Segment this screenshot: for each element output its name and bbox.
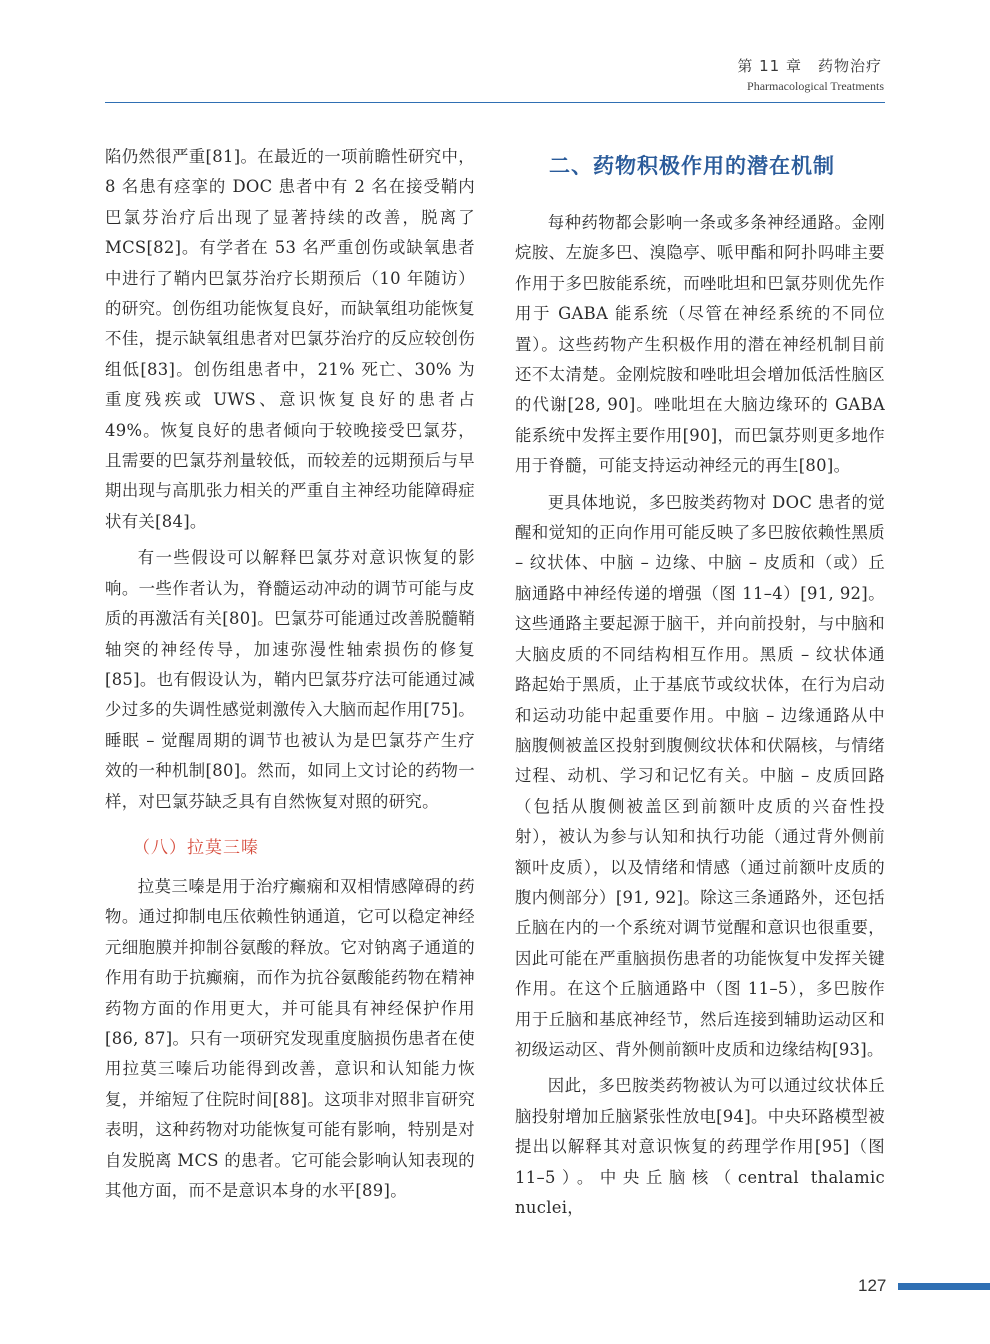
paragraph-neural-pathways: 每种药物都会影响一条或多条神经通路。金刚烷胺、左旋多巴、溴隐亭、哌甲酯和阿扑吗啡主要作用于多巴胺能系统，而唑吡坦和巴氯芬则优先作用于 GABA 能系统（尽管在神经系统的不同位置）。这些药物产生积极作用的潜在神经机制目前还不太清楚。金刚烷胺和唑吡坦会增加低活性脑区的代谢[28, 90]。唑吡坦在大脑边缘环的 GABA 能系统中发挥主要作用[90]，而巴氯芬则更多地作用于脊髓，可能支持运动神经元的再生[80]。	[515, 213, 885, 476]
header-divider	[105, 102, 885, 103]
paragraph-baclofen-hypotheses: 有一些假设可以解释巴氯芬对意识恢复的影响。一些作者认为，脊髓运动冲动的调节可能与皮质的再激活有关[80]。巴氯芬可能通过改善脱髓鞘轴突的神经传导，加速弥漫性轴索损伤的修复[85]。也有假设认为，鞘内巴氯芬疗法可能通过减少过多的失调性感觉刺激传入大脑而起作用[75]。睡眠 – 觉醒周期的调节也被认为是巴氯芬产生疗效的一种机制[80]。然而，如同上文讨论的药物一样，对巴氯芬缺乏具有自然恢复对照的研究。	[105, 548, 475, 811]
page-number-bar	[898, 1283, 990, 1290]
paragraph-baclofen-studies: 陷仍然很严重[81]。在最近的一项前瞻性研究中，8 名患有痉挛的 DOC 患者中有 2 名在接受鞘内巴氯芬治疗后出现了显著持续的改善，脱离了 MCS[82]。有学者在 53 名严重创伤或缺氧患者中进行了鞘内巴氯芬治疗长期预后（10 年随访）的研究。创伤组功能恢复良好，而缺氧组功能恢复不佳，提示缺氧组患者对巴氯芬治疗的反应较创伤组低[83]。创伤组患者中，21% 死亡、30% 为重度残疾或 UWS、意识恢复良好的患者占 49%。恢复良好的患者倾向于较晚接受巴氯芬，且需要的巴氯芬剂量较低，而较差的远期预后与早期出现与高肌张力相关的严重自主神经功能障碍症状有关[84]。	[105, 147, 475, 531]
section-subheading-lamotrigine: （八）拉莫三嗪	[133, 837, 259, 858]
section-heading-mechanisms: 二、药物积极作用的潜在机制	[549, 154, 835, 178]
chapter-title: 第 11 章 药物治疗	[737, 57, 882, 75]
paragraph-central-circuit: 因此，多巴胺类药物被认为可以通过纹状体丘脑投射增加丘脑紧张性放电[94]。中央环路模型被提出以解释其对意识恢复的药理学作用[95]（图 11–5）。中央丘脑核（central thalamic nuclei，	[515, 1076, 885, 1217]
left-column	[105, 142, 475, 1206]
paragraph-dopamine-pathways: 更具体地说，多巴胺类药物对 DOC 患者的觉醒和觉知的正向作用可能反映了多巴胺依赖性黑质 – 纹状体、中脑 – 边缘、中脑 – 皮质和（或）丘脑通路中神经传递的增强（图 11–4）[91, 92]。这些通路主要起源于脑干，并向前投射，与中脑和大脑皮质的不同结构相互作用。黑质 – 纹状体通路起始于黑质，止于基底节或纹状体，在行为启动和运动功能中起重要作用。中脑 – 边缘通路从中脑腹侧被盖区投射到腹侧纹状体和伏隔核，与情绪过程、动机、学习和记忆有关。中脑 – 皮质回路（包括从腹侧被盖区到前额叶皮质的兴奋性投射），被认为参与认知和执行功能（通过背外侧前额叶皮质），以及情绪和情感（通过前额叶皮质的腹内侧部分）[91, 92]。除这三条通路外，还包括丘脑在内的一个系统对调节觉醒和意识也很重要，因此可能在严重脑损伤患者的功能恢复中发挥关键作用。在这个丘脑通路中（图 11–5），多巴胺作用于丘脑和基底神经节，然后连接到辅助运动区和初级运动区、背外侧前额叶皮质和边缘结构[93]。	[515, 492, 885, 1059]
paragraph-lamotrigine: 拉莫三嗪是用于治疗癫痫和双相情感障碍的药物。通过抑制电压依赖性钠通道，它可以稳定神经元细胞膜并抑制谷氨酸的释放。它对钠离子通道的作用有助于抗癫痫，而作为抗谷氨酸能药物在精神药物方面的作用更大，并可能具有神经保护作用[86, 87]。只有一项研究发现重度脑损伤患者在使用拉莫三嗪后功能得到改善，意识和认知能力恢复，并缩短了住院时间[88]。这项非对照非盲研究表明，这种药物对功能恢复可能有影响，特别是对自发脱离 MCS 的患者。它可能会影响认知表现的其他方面，而不是意识本身的水平[89]。	[105, 876, 475, 1200]
chapter-title-english: Pharmacological Treatments	[747, 79, 884, 93]
right-column	[515, 142, 885, 1223]
page-number: 127	[858, 1276, 887, 1295]
